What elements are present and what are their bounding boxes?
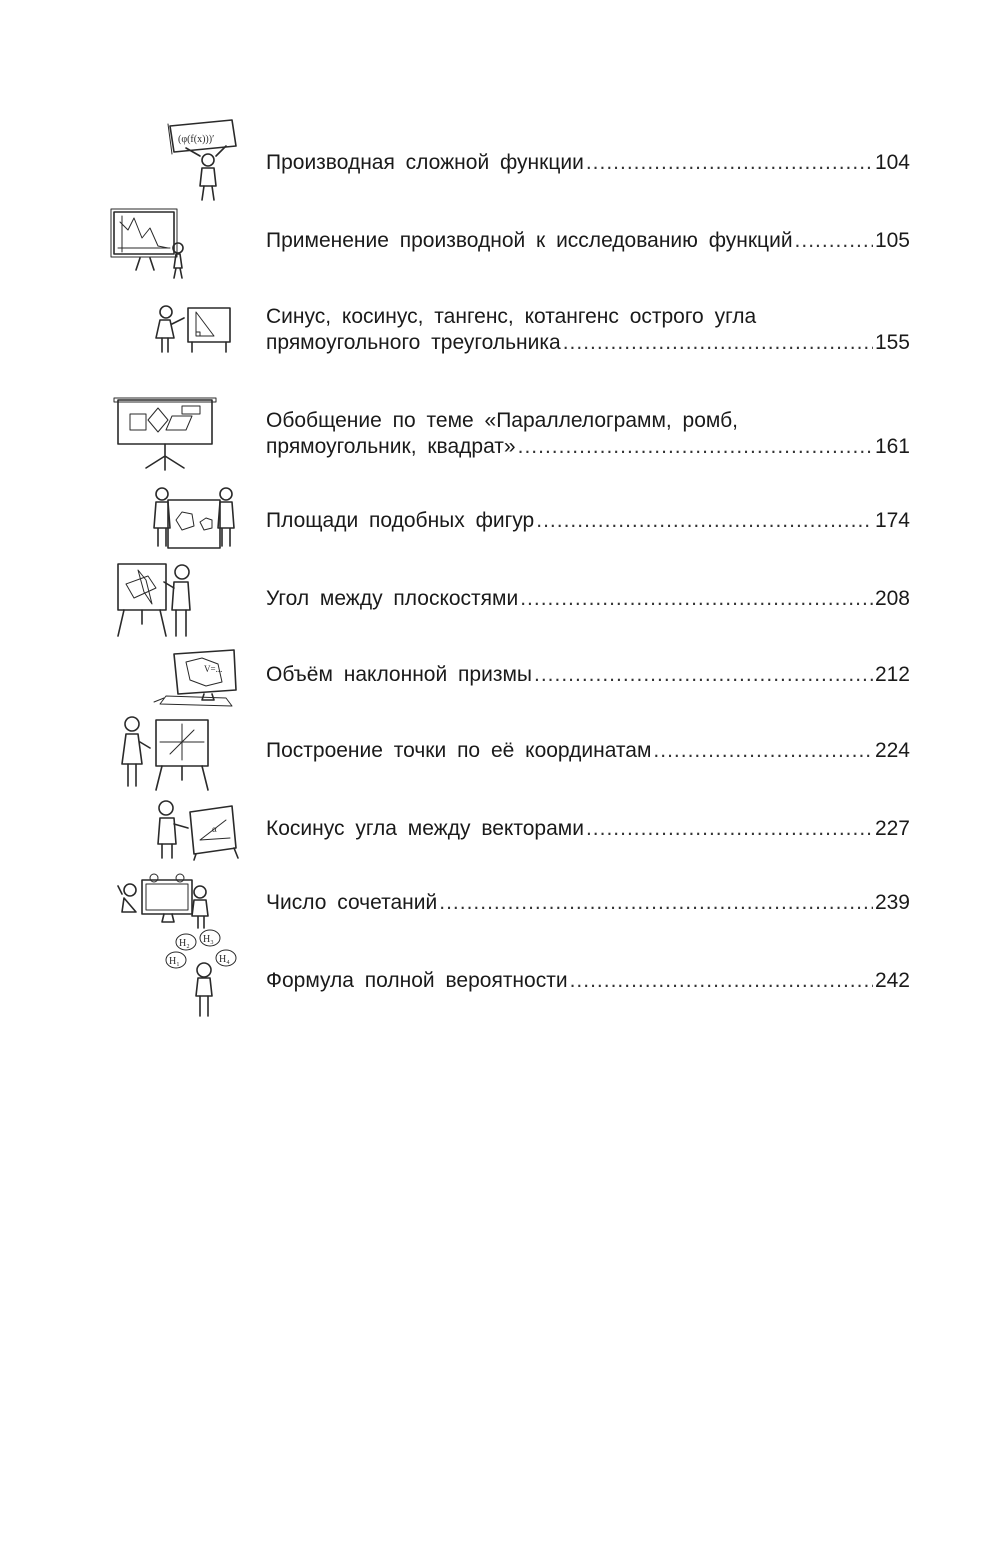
svg-text:(φ(f(x)))′: (φ(f(x)))′ [178, 134, 215, 145]
page-number: 161 [874, 435, 910, 458]
svg-text:α: α [212, 824, 217, 834]
dot-leader [795, 228, 873, 254]
dot-leader [518, 434, 873, 460]
toc-entry[interactable] [108, 712, 910, 790]
entry-title: Построение точки по её координатам [266, 739, 652, 762]
toc-entry-text [266, 586, 910, 612]
toc-entry-text [266, 304, 910, 356]
toc-entry[interactable] [108, 796, 910, 862]
prism-monitor-icon [152, 648, 242, 708]
toc-entry-text [266, 662, 910, 688]
toc-entry[interactable] [108, 392, 910, 472]
entry-title-line: Обобщение по теме «Параллелограмм, ромб, [266, 409, 738, 432]
toc-entry-text [266, 890, 910, 916]
toc-entry-text [266, 408, 910, 460]
page-number: 227 [874, 817, 910, 840]
dot-leader [536, 508, 873, 534]
entry-title-line: прямоугольного треугольника [266, 331, 561, 354]
page-number: 242 [874, 969, 910, 992]
toc-entry-text [266, 150, 910, 176]
dot-leader [563, 330, 873, 356]
dot-leader [586, 150, 873, 176]
entry-title: Объём наклонной призмы [266, 663, 532, 686]
entry-title: Косинус угла между векторами [266, 817, 584, 840]
entry-title-line: Синус, косинус, тангенс, котангенс острого угла [266, 305, 757, 328]
toc-entry[interactable] [108, 482, 910, 554]
formula-sign-icon [164, 118, 244, 202]
graph-board-icon [110, 208, 190, 280]
planes-easel-icon [112, 558, 202, 640]
page-number: 104 [874, 151, 910, 174]
toc-entry[interactable] [108, 870, 910, 932]
dot-leader [653, 738, 873, 764]
svg-text:H₂: H₂ [179, 938, 190, 949]
entry-title: Число сочетаний [266, 891, 438, 914]
entry-title: Угол между плоскостями [266, 587, 519, 610]
toc-entry[interactable] [108, 298, 910, 360]
dot-leader [586, 816, 873, 842]
vectors-board-icon [152, 798, 242, 860]
toc-entry[interactable] [108, 646, 910, 710]
similar-figures-board-icon [148, 484, 240, 552]
toc-entry-text [266, 968, 910, 994]
monitor-group-icon [118, 872, 214, 930]
toc-entry-text [266, 228, 910, 254]
entry-title: Формула полной вероятности [266, 969, 568, 992]
page-number: 155 [874, 331, 910, 354]
dot-leader [439, 890, 873, 916]
toc-entry-text [266, 816, 910, 842]
dot-leader [520, 586, 873, 612]
page-number: 212 [874, 663, 910, 686]
entry-title: Площади подобных фигур [266, 509, 535, 532]
entry-title-line: прямоугольник, квадрат» [266, 435, 516, 458]
page-number: 208 [874, 587, 910, 610]
page-number: 239 [874, 891, 910, 914]
toc-entry-text [266, 508, 910, 534]
svg-text:H₃: H₃ [203, 934, 214, 945]
svg-text:V=...: V=... [204, 664, 223, 674]
triangle-board-icon [152, 304, 234, 356]
entry-title: Применение производной к исследованию функций [266, 229, 793, 252]
toc-entry[interactable] [108, 556, 910, 640]
svg-text:H₁: H₁ [169, 956, 180, 967]
page-number: 105 [874, 229, 910, 252]
hypotheses-bubbles-icon [164, 930, 244, 1020]
toc-entry[interactable] [108, 118, 910, 204]
entry-title: Производная сложной функции [266, 151, 584, 174]
quadrilaterals-easel-icon [112, 394, 218, 472]
dot-leader [534, 662, 873, 688]
toc-entry[interactable] [108, 206, 910, 282]
dot-leader [570, 968, 873, 994]
page-number: 224 [874, 739, 910, 762]
svg-text:H₄: H₄ [219, 954, 230, 965]
axes-easel-icon [118, 714, 214, 792]
page-number: 174 [874, 509, 910, 532]
toc-entry[interactable] [108, 930, 910, 1020]
toc-entry-text [266, 738, 910, 764]
